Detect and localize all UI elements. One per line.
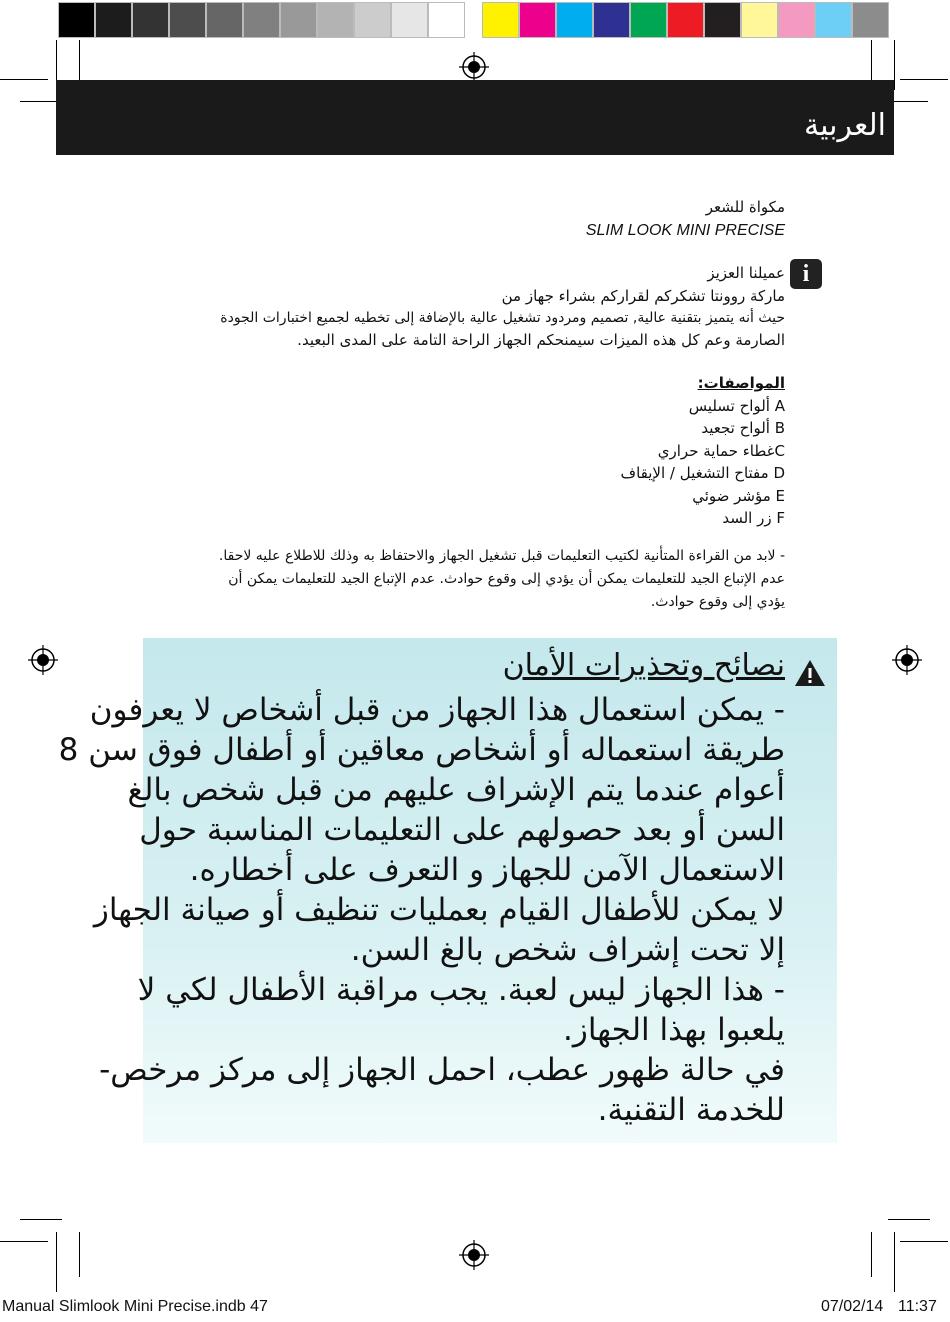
footer-time: 11:37 [898,1298,937,1315]
language-header-bar [56,80,894,155]
safety-text [58,690,785,1130]
parts-item: B ألواح تجعيد [701,419,785,437]
registration-mark-icon [459,1240,489,1270]
crop-mark [894,40,895,90]
color-swatch [169,2,206,38]
safety-line: طريقة استعماله أو أشخاص معاقين أو أطفال فوق سن 8 [58,732,785,768]
intro-line: الصارمة وعم كل هذه الميزات سيمنحكم الجهاز الراحة التامة على المدى البعيد. [297,331,785,349]
color-swatch [482,2,519,38]
intro-line: حيث أنه يتميز بتقنية عالية, تصميم ومردود تشغيل عالية بالإضافة إلى تخطيه لجميع اختبارات الجودة [220,310,785,326]
color-swatch [243,2,280,38]
crop-mark [20,101,60,102]
safety-line: يلعبوا بهذا الجهاز. [563,1012,785,1048]
gray-color-bar [58,2,465,38]
color-swatch [519,2,556,38]
safety-line: في حالة ظهور عطب، احمل الجهاز إلى مركز مرخص- [99,1052,785,1088]
crop-mark [56,1232,57,1292]
registration-mark-icon [28,645,58,675]
safety-line: السن أو بعد حصولهم على التعليمات المناسبة حول [139,812,785,848]
safety-line: أعوام عندما يتم الإشراف عليهم من قبل شخص بالغ [127,772,785,808]
parts-item: A ألواح تسليس [688,396,785,415]
color-swatch [280,2,317,38]
registration-mark-icon [459,52,489,82]
notice-line: عدم الإتباع الجيد للتعليمات يمكن أن يؤدي إلى وقوع حوادث. عدم الإتباع الجيد للتعليمات يمكن أن [228,571,785,587]
registration-mark-icon [892,645,922,675]
warning-triangle-icon [793,658,827,688]
color-swatch [206,2,243,38]
notice-line: - لابد من القراءة المتأنية لكتيب التعليمات قبل تشغيل الجهاز والاحتفاظ به وذلك للاطلاع عليه لاحقا. [218,548,785,564]
footer-date: 07/02/14 [821,1298,884,1315]
color-swatch [667,2,704,38]
color-swatch [428,2,465,38]
crop-mark [20,1219,62,1220]
footer-file-info: Manual Slimlook Mini Precise.indb 47 [2,1298,268,1315]
safety-line: إلا تحت إشراف شخص بالغ السن. [350,932,785,968]
language-title: العربية [804,108,886,143]
crop-mark [888,101,928,102]
safety-line: لا يمكن للأطفال القيام بعمليات تنظيف أو صيانة الجهاز [93,892,785,928]
parts-item: E مؤشر ضوئي [692,486,785,505]
process-color-bar [482,2,889,38]
color-swatch [741,2,778,38]
color-swatch [852,2,889,38]
color-swatch [556,2,593,38]
notice-line: يؤدي إلى وقوع حوادث. [650,594,785,610]
crop-mark [0,1241,48,1242]
color-swatch [815,2,852,38]
safety-line: للخدمة التقنية. [597,1092,785,1128]
safety-line: الاستعمال الآمن للجهاز و التعرف على أخطاره. [189,852,785,888]
crop-mark [871,1232,872,1277]
color-swatch [354,2,391,38]
parts-item: F زر السد [722,509,785,527]
crop-mark [0,79,48,80]
color-swatch [391,2,428,38]
safety-title: نصائح وتحذيرات الأمان [502,648,785,683]
color-swatch [630,2,667,38]
color-swatch [132,2,169,38]
product-model: SLIM LOOK MINI PRECISE [585,222,785,239]
parts-item: Cغطاء حماية حراري [657,441,785,460]
parts-title: المواصفات: [697,374,785,392]
safety-line: - يمكن استعمال هذا الجهاز من قبل أشخاص لا يعرفون [89,692,785,728]
color-swatch [95,2,132,38]
parts-item: D مفتاح التشغيل / الإيقاف [620,464,785,482]
color-swatch [593,2,630,38]
crop-mark [900,1241,948,1242]
safety-line: - هذا الجهاز ليس لعبة. يجب مراقبة الأطفال لكي لا [137,972,785,1008]
intro-line: ماركة روونتا تشكركم لقراركم بشراء جهاز من [501,287,785,305]
product-type: مكواة للشعر [705,198,785,216]
color-swatch [778,2,815,38]
color-swatch [58,2,95,38]
crop-mark [79,1232,80,1277]
intro-greeting: عميلنا العزيز [707,264,785,282]
crop-mark [894,1232,895,1292]
color-swatch [317,2,354,38]
info-icon: i [790,259,822,289]
crop-mark [900,79,948,80]
parts-list [485,372,785,530]
crop-mark [888,1219,930,1220]
color-swatch [704,2,741,38]
